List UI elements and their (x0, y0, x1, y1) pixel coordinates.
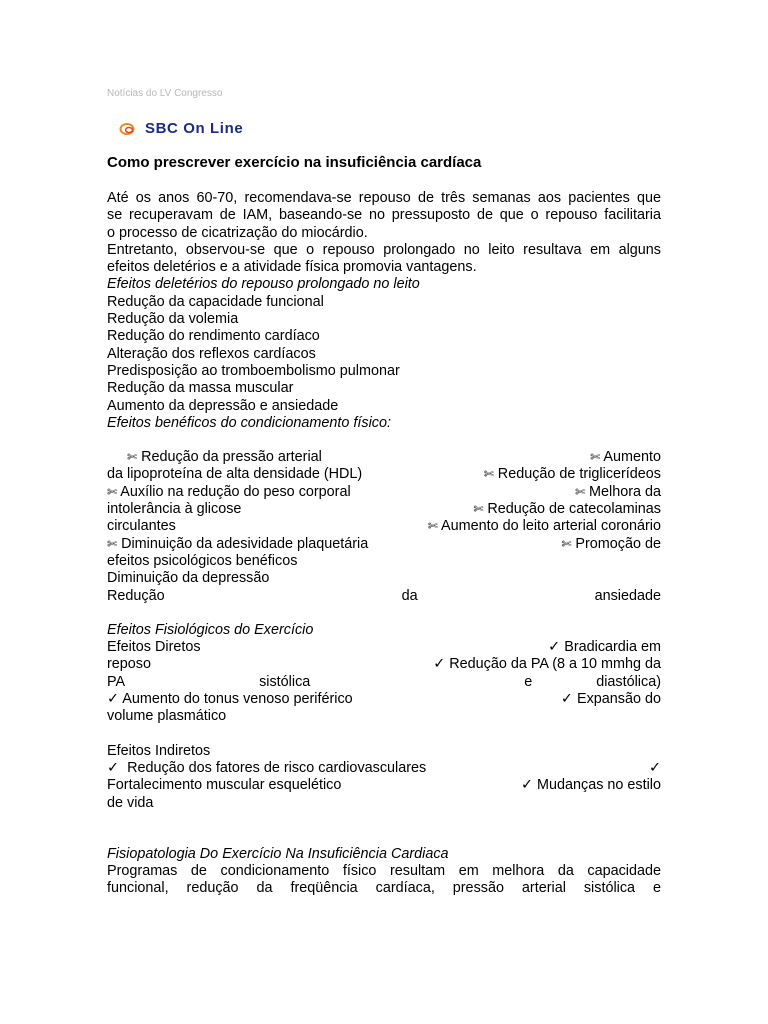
sbc-swirl-icon (119, 122, 137, 136)
list-item: volume plasmático (107, 708, 227, 725)
checkmark-icon: ✓ (548, 639, 561, 656)
text-row (107, 760, 661, 777)
article-body (107, 190, 661, 898)
list-item: Auxílio na redução do peso corporal (120, 483, 351, 500)
list-item: ansiedade (594, 587, 661, 604)
section-heading-physiological: Efeitos Fisiológicos do Exercício (107, 621, 314, 638)
list-item: de vida (107, 794, 154, 811)
list-item: Aumento do leito arterial coronário (441, 518, 661, 535)
list-item: Alteração dos reflexos cardíacos (107, 345, 316, 362)
text-row (107, 639, 661, 656)
text-row (107, 501, 661, 518)
pencil-bullet-icon: ✄ (561, 536, 572, 551)
list-item: reposo (107, 656, 152, 673)
pencil-bullet-icon: ✄ (127, 450, 138, 465)
text-row (107, 674, 661, 691)
indirect-effects (107, 743, 661, 812)
list-item: Promoção de (575, 535, 661, 552)
deleterious-list (107, 294, 661, 415)
list-item: Predisposição ao tromboembolismo pulmonar (107, 362, 400, 379)
list-item: efeitos psicológicos benéficos (107, 552, 298, 569)
list-item: Redução dos fatores de risco cardiovasculares (127, 759, 427, 776)
list-item: sistólica (259, 673, 311, 690)
pencil-bullet-icon: ✄ (590, 450, 601, 465)
text-line: o processo de cicatrização do miocárdio. (107, 224, 368, 241)
text-row (107, 691, 661, 708)
pencil-bullet-icon: ✄ (107, 484, 118, 499)
text-row (107, 777, 661, 794)
list-item: PA (107, 673, 126, 690)
checkmark-icon: ✓ (560, 691, 573, 708)
list-item: intolerância à glicose (107, 501, 242, 518)
list-item: Redução da capacidade funcional (107, 293, 324, 310)
list-item: Aumento da depressão e ansiedade (107, 397, 339, 414)
text-row (107, 656, 661, 673)
list-item: Melhora da (589, 483, 661, 500)
list-item: Fortalecimento muscular esquelético (107, 777, 342, 794)
beneficial-list (107, 449, 661, 605)
header-note: Notícias do LV Congresso (107, 88, 223, 99)
pencil-bullet-icon: ✄ (574, 484, 585, 499)
pencil-bullet-icon: ✄ (427, 519, 438, 534)
logo-text: SBC On Line (145, 120, 244, 137)
list-item: circulantes (107, 518, 176, 535)
checkmark-icon: ✓ (433, 656, 446, 673)
text-line: Até os anos 60-70, recomendava-se repouso de três semanas aos pacientes que (107, 190, 661, 206)
direct-effects (107, 639, 661, 725)
checkmark-icon: ✓ (107, 759, 120, 776)
section-heading-beneficial: Efeitos benéficos do condicionamento físico: (107, 414, 391, 431)
checkmark-icon: ✓ (107, 691, 120, 708)
pencil-bullet-icon: ✄ (107, 536, 118, 551)
list-item: Diminuição da depressão (107, 570, 270, 587)
text-line: efeitos deletérios e a atividade física promovia vantagens. (107, 259, 477, 276)
list-item: da lipoproteína de alta densidade (HDL) (107, 466, 363, 483)
text-row (107, 588, 661, 605)
list-item: Diminuição da adesividade plaquetária (121, 535, 369, 552)
section-heading-deleterious: Efeitos deletérios do repouso prolongado no leito (107, 276, 420, 293)
list-item: diastólica) (596, 673, 661, 690)
pencil-bullet-icon: ✄ (483, 467, 494, 482)
text-line: Programas de condicionamento físico resultam em melhora da capacidade (107, 863, 661, 880)
list-item: Redução da PA (8 a 10 mmhg da (449, 656, 661, 673)
pencil-bullet-icon: ✄ (473, 502, 484, 517)
text-row (107, 466, 661, 483)
checkmark-icon: ✓ (648, 759, 661, 776)
list-item: Redução (107, 587, 165, 604)
list-item: Mudanças no estilo (537, 777, 661, 794)
pathophysiology-paragraph (107, 863, 661, 898)
list-item: Redução da massa muscular (107, 380, 294, 397)
section-heading-pathophysiology: Fisiopatologia Do Exercício Na Insuficiência Cardiaca (107, 845, 449, 862)
text-row (107, 518, 661, 535)
page-title: Como prescrever exercício na insuficiência cardíaca (107, 154, 482, 171)
subsection-label: Efeitos Diretos (107, 639, 201, 656)
list-item: Expansão do (576, 691, 661, 708)
sbc-online-logo (119, 120, 243, 137)
text-line: se recuperavam de IAM, baseando-se no pressuposto de que o repouso facilitaria (107, 207, 661, 224)
text-row (107, 536, 661, 553)
list-item: Aumento (603, 449, 661, 466)
text-row (107, 484, 661, 501)
list-item: Redução da pressão arterial (141, 449, 322, 466)
text-line: funcional, redução da freqüência cardíaca, pressão arterial sistólica e (107, 880, 661, 897)
list-item: Redução de catecolaminas (487, 501, 661, 518)
list-item: Redução do rendimento cardíaco (107, 328, 320, 345)
list-item: Bradicardia em (564, 639, 661, 656)
list-item: Redução da volemia (107, 311, 239, 328)
list-item: Aumento do tonus venoso periférico (122, 691, 353, 708)
list-item: Redução de triglicerídeos (497, 466, 661, 483)
intro-paragraph (107, 190, 661, 276)
list-item: e (524, 673, 533, 690)
checkmark-icon: ✓ (520, 777, 533, 794)
text-line: Entretanto, observou-se que o repouso prolongado no leito resultava em alguns (107, 241, 661, 258)
text-row (107, 449, 661, 466)
subsection-label: Efeitos Indiretos (107, 742, 211, 759)
list-item: da (401, 587, 418, 604)
